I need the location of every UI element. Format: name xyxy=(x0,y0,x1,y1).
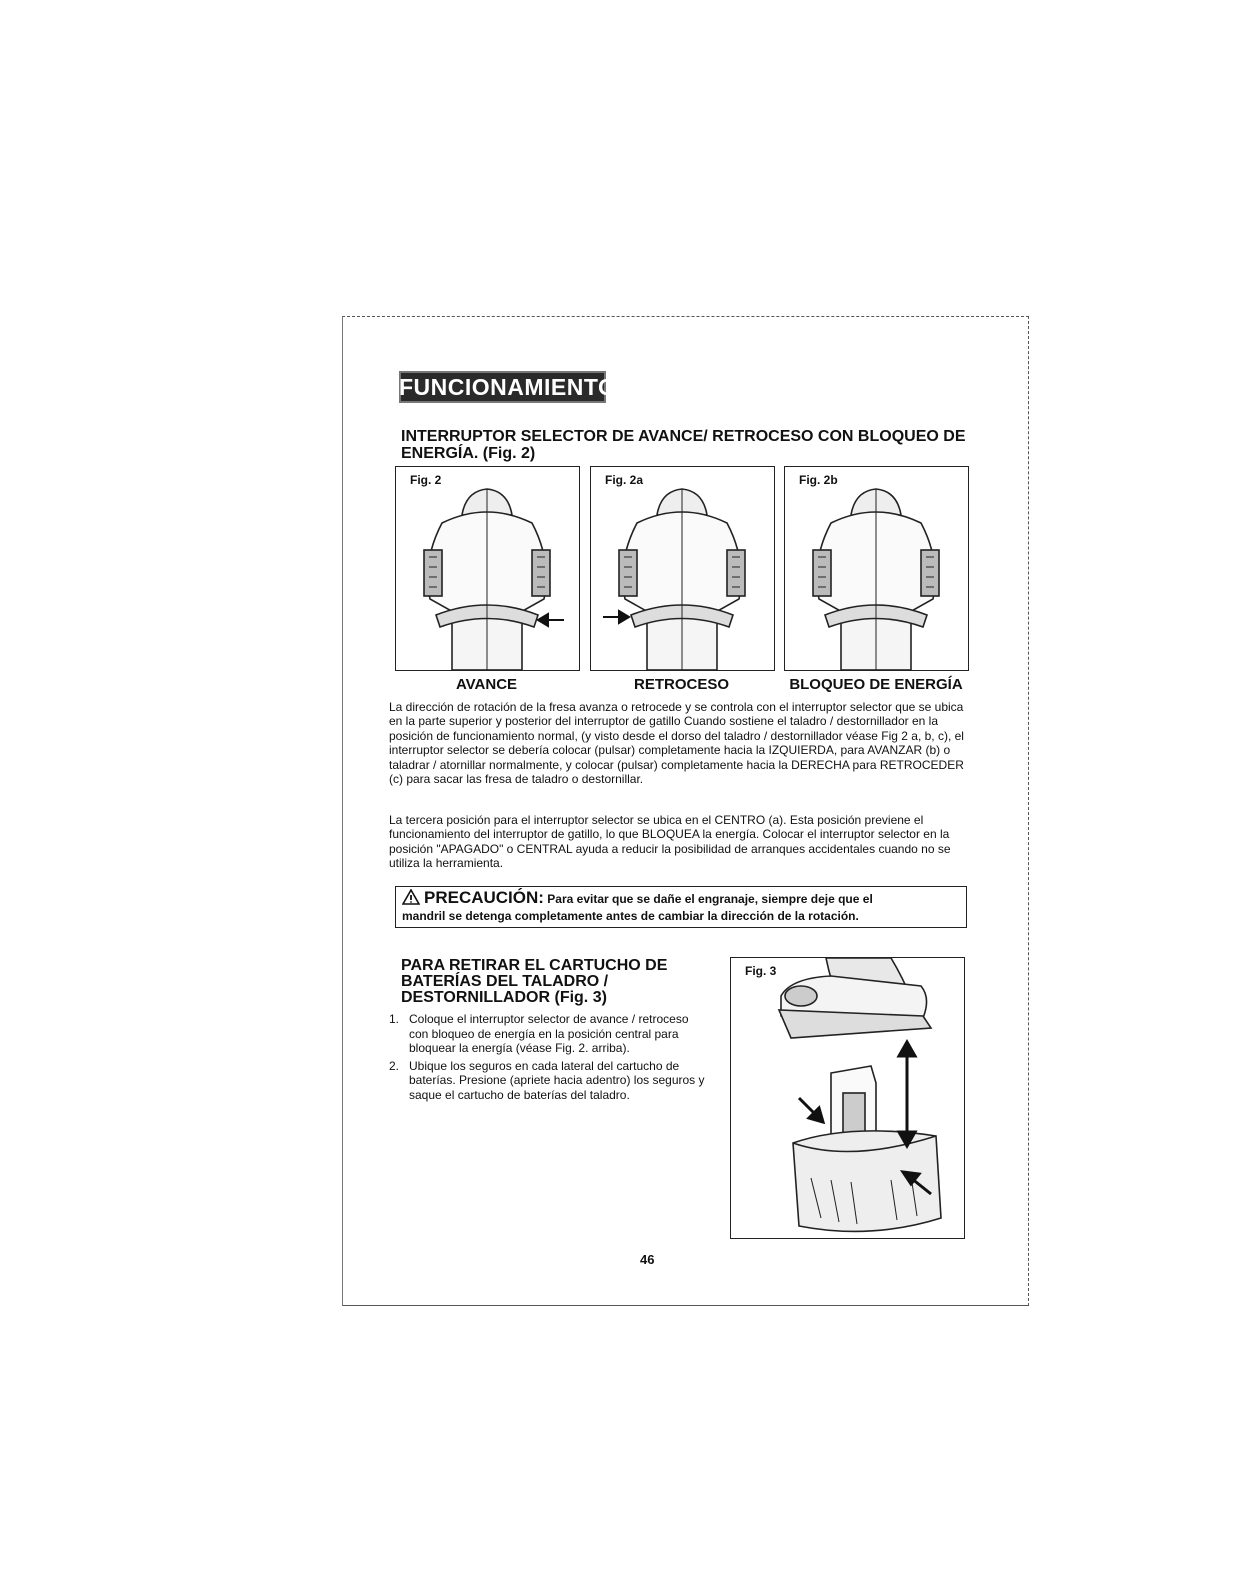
battery-steps-list xyxy=(389,1012,709,1105)
switch-section-heading: INTERRUPTOR SELECTOR DE AVANCE/ RETROCESO CON BLOQUEO DE ENERGÍA. (Fig. 2) xyxy=(401,428,966,462)
switch-paragraph-1: La dirección de rotación de la fresa avanza o retrocede y se controla con el interruptor selector que se ubica en la parte superior y posterior del interruptor de gatillo Cuando sostiene el taladro / destornillador en la posición de funcionamiento normal, (y visto desde el dorso del taladro / destornillador véase Fig 2 a, b, c), el interruptor selector se debería colocar (pulsar) completamente hacia la IZQUIERDA, para AVANZAR (b) o taladrar / atornillar normalmente, y colocar (pulsar) completamente hacia la DERECHA para RETROCEDER (c) para sacar las fresa de taladro o destornillar. xyxy=(389,700,964,787)
figure-2-label: Fig. 2 xyxy=(410,473,442,487)
step-text: Ubique los seguros en cada lateral del cartucho de baterías. Presione (apriete hacia adentro) los seguros y saque el cartucho de baterías del taladro. xyxy=(409,1058,705,1102)
list-item xyxy=(389,1059,709,1103)
caution-text-line1: Para evitar que se dañe el engranaje, siempre deje que el xyxy=(547,892,873,906)
caption-avance: AVANCE xyxy=(455,676,518,693)
arrow-icon xyxy=(899,1042,915,1146)
step-number: 1. xyxy=(389,1012,400,1026)
battery-removal-illustration xyxy=(731,958,964,1238)
section-title-banner: FUNCIONAMIENTO xyxy=(399,371,606,403)
caution-box xyxy=(395,886,967,928)
drill-rear-view-illustration xyxy=(396,467,579,670)
caption-retroceso: RETROCESO xyxy=(633,676,729,693)
caption-bloqueo: BLOQUEO DE ENERGÍA xyxy=(789,676,963,693)
step-text: Coloque el interruptor selector de avance / retroceso con bloqueo de energía en la posición central para bloquear la energía (véase Fig. 2. arriba). xyxy=(409,1012,689,1055)
figure-2 xyxy=(395,466,580,671)
list-item xyxy=(389,1012,709,1056)
step-number: 2. xyxy=(389,1058,400,1073)
figure-3-label: Fig. 3 xyxy=(745,964,777,978)
drill-rear-view-illustration xyxy=(591,467,774,670)
arrow-icon xyxy=(538,614,564,626)
figure-2b xyxy=(784,466,969,671)
figure-3 xyxy=(730,957,965,1239)
arrow-icon xyxy=(799,1098,823,1122)
figure-2a xyxy=(590,466,775,671)
warning-triangle-icon xyxy=(402,889,420,905)
caution-title: PRECAUCIÓN: xyxy=(424,888,544,907)
figure-2a-label: Fig. 2a xyxy=(605,473,644,487)
drill-rear-view-illustration xyxy=(785,467,968,670)
figure-2b-label: Fig. 2b xyxy=(799,473,838,487)
page-number: 46 xyxy=(640,1252,655,1267)
caution-text-line2: mandril se detenga completamente antes de cambiar la dirección de la rotación. xyxy=(402,909,859,923)
switch-paragraph-2: La tercera posición para el interruptor selector se ubica en el CENTRO (a). Esta posición previene el funcionamiento del interruptor de gatillo, lo que BLOQUEA la energía. Colocar el interruptor selector en la posición "APAGADO" o CENTRAL ayuda a reducir la posibilidad de arranques accidentales cuando no se utiliza la herramienta. xyxy=(389,813,951,871)
battery-section-heading: PARA RETIRAR EL CARTUCHO DE BATERÍAS DEL TALADRO / DESTORNILLADOR (Fig. 3) xyxy=(401,957,668,1006)
arrow-icon xyxy=(603,611,629,623)
